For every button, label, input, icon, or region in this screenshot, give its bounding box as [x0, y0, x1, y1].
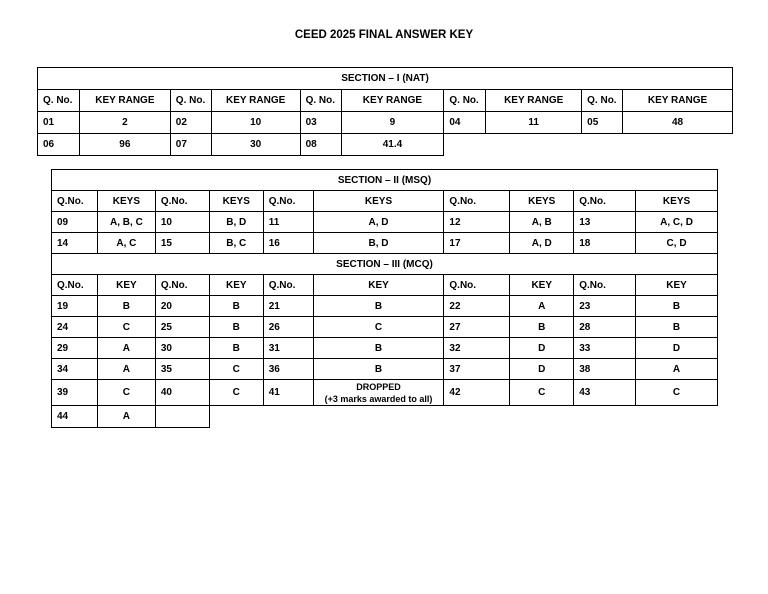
answer-key: C [209, 380, 263, 406]
question-number: 33 [574, 338, 636, 359]
answer-key: A, C, D [636, 212, 718, 233]
empty-cell [209, 406, 717, 428]
table-row [52, 406, 718, 428]
column-header: KEYS [636, 191, 718, 212]
question-number: 43 [574, 380, 636, 406]
question-number: 38 [574, 359, 636, 380]
column-header: KEY [209, 275, 263, 296]
answer-key: A [636, 359, 718, 380]
question-number: 09 [52, 212, 98, 233]
question-number: 21 [263, 296, 313, 317]
question-number: 06 [38, 134, 80, 156]
column-header: Q.No. [263, 191, 313, 212]
question-number: 18 [574, 233, 636, 254]
column-header: Q. No. [444, 90, 486, 112]
answer-key: 41.4 [341, 134, 444, 156]
column-header: Q. No. [170, 90, 211, 112]
question-number: 20 [155, 296, 209, 317]
answer-key: C [97, 317, 155, 338]
question-number: 40 [155, 380, 209, 406]
question-number: 11 [263, 212, 313, 233]
section-msq-header: SECTION – II (MSQ) [52, 170, 718, 191]
table-header-row [38, 90, 733, 112]
question-number: 22 [444, 296, 510, 317]
question-number: 26 [263, 317, 313, 338]
question-number: 39 [52, 380, 98, 406]
column-header: Q. No. [300, 90, 341, 112]
question-number: 05 [582, 112, 623, 134]
answer-key: B [510, 317, 574, 338]
section-mcq-header: SECTION – III (MCQ) [52, 254, 718, 275]
question-number: 23 [574, 296, 636, 317]
msq-mcq-table [51, 169, 718, 428]
answer-key: A, D [510, 233, 574, 254]
empty-cell [155, 406, 209, 428]
question-number: 36 [263, 359, 313, 380]
answer-key: C [209, 359, 263, 380]
section-nat-header: SECTION – I (NAT) [38, 68, 733, 90]
answer-key: C, D [636, 233, 718, 254]
answer-key: D [510, 359, 574, 380]
answer-key: 96 [79, 134, 170, 156]
table-row [52, 317, 718, 338]
answer-key: B [636, 296, 718, 317]
answer-key: 11 [486, 112, 582, 134]
question-number: 08 [300, 134, 341, 156]
column-header: Q.No. [574, 191, 636, 212]
question-number: 13 [574, 212, 636, 233]
column-header: KEYS [510, 191, 574, 212]
question-number: 25 [155, 317, 209, 338]
table-row [52, 338, 718, 359]
answer-key: B, C [209, 233, 263, 254]
answer-key: 48 [623, 112, 733, 134]
column-header: Q.No. [155, 275, 209, 296]
column-header: KEYS [209, 191, 263, 212]
answer-key: C [636, 380, 718, 406]
question-number: 02 [170, 112, 211, 134]
empty-cell [444, 134, 733, 156]
answer-key: B [209, 296, 263, 317]
answer-key: B [313, 296, 444, 317]
table-row [52, 296, 718, 317]
question-number: 37 [444, 359, 510, 380]
question-number: 03 [300, 112, 341, 134]
answer-key: A [510, 296, 574, 317]
question-number: 17 [444, 233, 510, 254]
question-number: 27 [444, 317, 510, 338]
answer-key: C [313, 317, 444, 338]
question-number: 10 [155, 212, 209, 233]
question-number: 16 [263, 233, 313, 254]
question-number: 19 [52, 296, 98, 317]
answer-key: A [97, 338, 155, 359]
question-number: 34 [52, 359, 98, 380]
answer-key: B [97, 296, 155, 317]
column-header: Q. No. [38, 90, 80, 112]
question-number: 28 [574, 317, 636, 338]
column-header: Q.No. [263, 275, 313, 296]
column-header: KEY [510, 275, 574, 296]
column-header: Q.No. [444, 191, 510, 212]
question-number: 42 [444, 380, 510, 406]
answer-key: 2 [79, 112, 170, 134]
column-header: KEY [97, 275, 155, 296]
column-header: KEY RANGE [486, 90, 582, 112]
answer-key: C [97, 380, 155, 406]
column-header: KEY RANGE [623, 90, 733, 112]
table-row [52, 212, 718, 233]
question-number: 12 [444, 212, 510, 233]
answer-key: A, D [313, 212, 444, 233]
answer-key: A [97, 406, 155, 428]
answer-key: A, B, C [97, 212, 155, 233]
column-header: Q. No. [582, 90, 623, 112]
column-header: Q.No. [52, 191, 98, 212]
question-number: 01 [38, 112, 80, 134]
question-number: 07 [170, 134, 211, 156]
table-header-row [52, 275, 718, 296]
answer-key: D [636, 338, 718, 359]
answer-key: B [209, 338, 263, 359]
question-number: 35 [155, 359, 209, 380]
column-header: Q.No. [444, 275, 510, 296]
answer-key: A, B [510, 212, 574, 233]
question-number: 32 [444, 338, 510, 359]
question-number: 31 [263, 338, 313, 359]
dropped-label: DROPPED [356, 381, 401, 392]
answer-key: B, D [209, 212, 263, 233]
question-number: 30 [155, 338, 209, 359]
column-header: Q.No. [155, 191, 209, 212]
dropped-answer-cell [313, 380, 444, 406]
question-number: 41 [263, 380, 313, 406]
question-number: 29 [52, 338, 98, 359]
answer-key: 30 [211, 134, 300, 156]
answer-key: B, D [313, 233, 444, 254]
answer-key: 10 [211, 112, 300, 134]
question-number: 14 [52, 233, 98, 254]
answer-key: B [636, 317, 718, 338]
table-row [52, 359, 718, 380]
table-row [38, 112, 733, 134]
column-header: KEY [636, 275, 718, 296]
question-number: 44 [52, 406, 98, 428]
answer-key: A, C [97, 233, 155, 254]
table-header-row [52, 191, 718, 212]
answer-key: D [510, 338, 574, 359]
table-row [52, 233, 718, 254]
dropped-note: (+3 marks awarded to all) [324, 393, 433, 404]
column-header: KEY RANGE [341, 90, 444, 112]
answer-key: C [510, 380, 574, 406]
answer-key: B [209, 317, 263, 338]
table-row [38, 134, 733, 156]
question-number: 15 [155, 233, 209, 254]
column-header: KEYS [97, 191, 155, 212]
column-header: KEY RANGE [79, 90, 170, 112]
table-row [52, 380, 718, 406]
answer-key: A [97, 359, 155, 380]
column-header: KEY [313, 275, 444, 296]
nat-table [37, 67, 733, 156]
column-header: KEYS [313, 191, 444, 212]
question-number: 04 [444, 112, 486, 134]
column-header: Q.No. [574, 275, 636, 296]
column-header: KEY RANGE [211, 90, 300, 112]
answer-key: B [313, 338, 444, 359]
question-number: 24 [52, 317, 98, 338]
answer-key: 9 [341, 112, 444, 134]
page-title: CEED 2025 FINAL ANSWER KEY [294, 29, 474, 41]
answer-key: B [313, 359, 444, 380]
column-header: Q.No. [52, 275, 98, 296]
